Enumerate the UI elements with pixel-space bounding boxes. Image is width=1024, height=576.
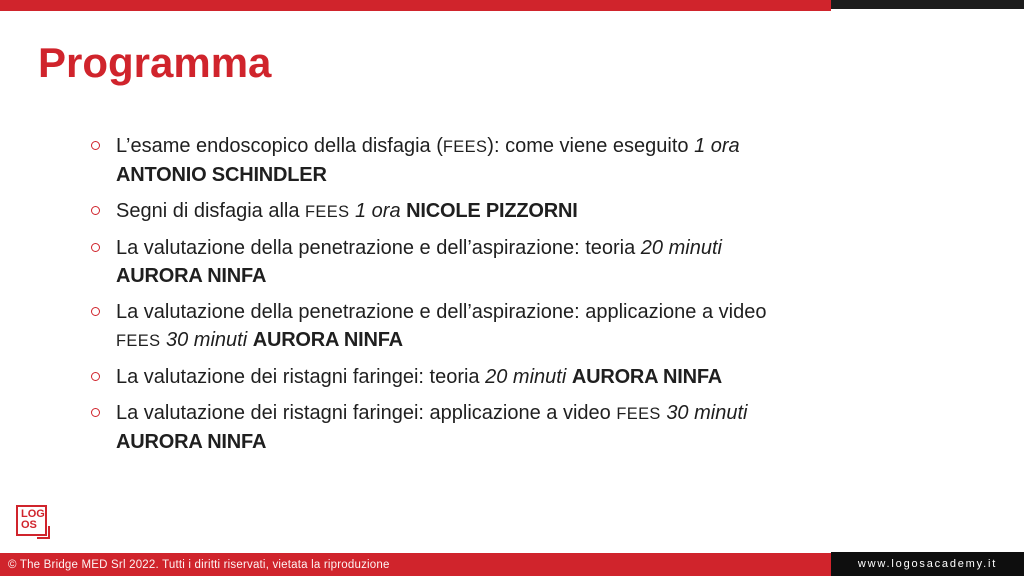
bullet-circle-icon	[91, 243, 100, 252]
speaker-name: AURORA NINFA	[252, 329, 403, 351]
bullet-circle-icon	[91, 408, 100, 417]
logo-text-line2: OS	[21, 519, 37, 531]
list-item	[90, 298, 910, 355]
duration-text: 20 minuti	[485, 366, 567, 388]
bullet-circle-icon	[91, 206, 100, 215]
bullet-circle-icon	[91, 372, 100, 381]
speaker-name: AURORA NINFA	[116, 431, 267, 453]
bullet-circle-icon	[91, 141, 100, 150]
copyright-text: © The Bridge MED Srl 2022. Tutti i diritti riservati, vietata la riproduzione	[8, 558, 390, 571]
speaker-name: NICOLE PIZZORNI	[406, 200, 578, 222]
list-item	[90, 399, 910, 456]
duration-text: 20 minuti	[640, 237, 722, 259]
website-url: www.logosacademy.it	[857, 558, 998, 570]
speaker-name: ANTONIO SCHINDLER	[116, 164, 327, 186]
list-item	[90, 197, 910, 226]
program-list	[90, 132, 910, 464]
duration-text: 1 ora	[355, 200, 401, 222]
list-item	[90, 234, 910, 290]
item-text: ): come viene eseguito	[487, 135, 695, 157]
top-accent-bar-red	[0, 0, 831, 11]
list-item	[90, 363, 910, 391]
footer-bar	[0, 553, 831, 576]
speaker-name: AURORA NINFA	[571, 366, 723, 388]
item-text: Segni di disfagia alla	[116, 200, 306, 222]
fees-term: FEES	[305, 203, 350, 221]
duration-text: 30 minuti	[165, 329, 248, 351]
fees-term: FEES	[616, 405, 661, 423]
item-text: L’esame endoscopico della disfagia (	[116, 135, 443, 157]
bullet-circle-icon	[91, 307, 100, 316]
duration-text: 1 ora	[694, 135, 740, 157]
item-text: La valutazione della penetrazione e dell’aspirazione: applicazione a video	[116, 301, 767, 323]
website-box	[831, 552, 1024, 576]
list-item	[90, 132, 910, 189]
item-text: La valutazione dei ristagni faringei: teoria	[116, 366, 486, 388]
item-text: La valutazione dei ristagni faringei: applicazione a video	[116, 402, 617, 424]
fees-term: FEES	[116, 332, 161, 350]
logo-text-line1: LOG	[21, 508, 45, 520]
top-accent-bar-black	[831, 0, 1024, 9]
logos-logo	[16, 505, 47, 536]
speaker-name: AURORA NINFA	[116, 265, 267, 287]
duration-text: 30 minuti	[666, 402, 748, 424]
page-title: Programma	[38, 39, 272, 86]
fees-term: FEES	[442, 138, 488, 156]
item-text: La valutazione della penetrazione e dell’aspirazione: teoria	[116, 237, 641, 259]
